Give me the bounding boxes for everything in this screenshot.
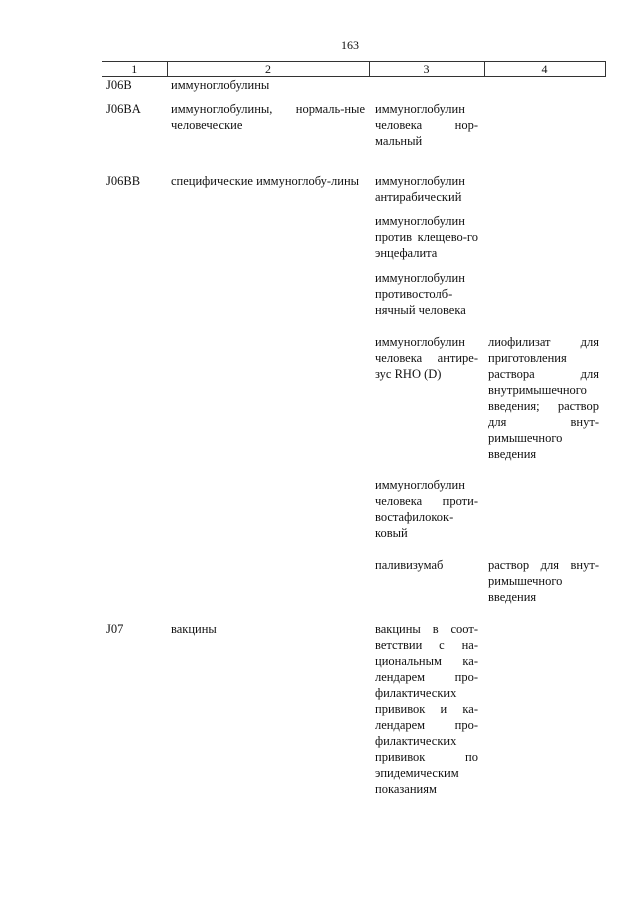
atc-code: J07 bbox=[106, 622, 124, 636]
header-col-2: 2 bbox=[167, 62, 369, 77]
table-row bbox=[102, 557, 605, 621]
page-number: 163 bbox=[341, 38, 359, 52]
header-col-3: 3 bbox=[369, 62, 484, 77]
dosage-form bbox=[484, 213, 605, 270]
dosage-form: раствор для внут-римышечного введения bbox=[488, 558, 599, 604]
table-row bbox=[102, 334, 605, 477]
table-row bbox=[102, 101, 605, 158]
header-col-1: 1 bbox=[102, 62, 167, 77]
drug-name: иммуноглобулин человека проти-востафилокок-ковый bbox=[375, 478, 478, 540]
table-row bbox=[102, 270, 605, 334]
table-row bbox=[102, 173, 605, 213]
atc-code: J06B bbox=[106, 78, 132, 92]
drug-name: иммуноглобулин против клещево-го энцефалита bbox=[375, 214, 478, 260]
dosage-form bbox=[484, 621, 605, 797]
dosage-form bbox=[484, 477, 605, 557]
atc-group: вакцины bbox=[171, 622, 217, 636]
header-col-4: 4 bbox=[484, 62, 605, 77]
atc-code: J06BB bbox=[106, 174, 141, 188]
drug-name: иммуноглобулин человека антире-зус RHO (D) bbox=[375, 335, 478, 381]
drug-name: иммуноглобулин человека нор-мальный bbox=[375, 102, 478, 148]
drug-name: иммуноглобулин антирабический bbox=[375, 174, 465, 204]
drug-name: паливизумаб bbox=[375, 558, 444, 572]
drug-name: иммуноглобулин противостолб-нячный человека bbox=[375, 271, 466, 317]
table-row bbox=[102, 213, 605, 270]
atc-group: иммуноглобулины, нормаль-ные человеческие bbox=[171, 102, 365, 132]
atc-code: J06BA bbox=[106, 102, 141, 116]
dosage-form bbox=[484, 270, 605, 334]
dosage-form: лиофилизат для приготовления раствора для внутримышечного введения; раствор для внут-римышечного введения bbox=[488, 335, 599, 461]
dosage-form bbox=[484, 101, 605, 158]
dosage-form bbox=[484, 173, 605, 213]
atc-group: специфические иммуноглобу-лины bbox=[171, 174, 360, 188]
table-row bbox=[102, 621, 605, 797]
table-row bbox=[102, 77, 605, 102]
drug-table bbox=[102, 61, 606, 797]
table-row bbox=[102, 477, 605, 557]
drug-name: вакцины в соот-ветствии с на-циональным ка-лендарем про-филактических прививок и ка-лендарем про-филактических прививок по эпидемическим показаниям bbox=[375, 622, 478, 796]
atc-group: иммуноглобулины bbox=[171, 78, 270, 92]
table-header bbox=[102, 62, 605, 77]
